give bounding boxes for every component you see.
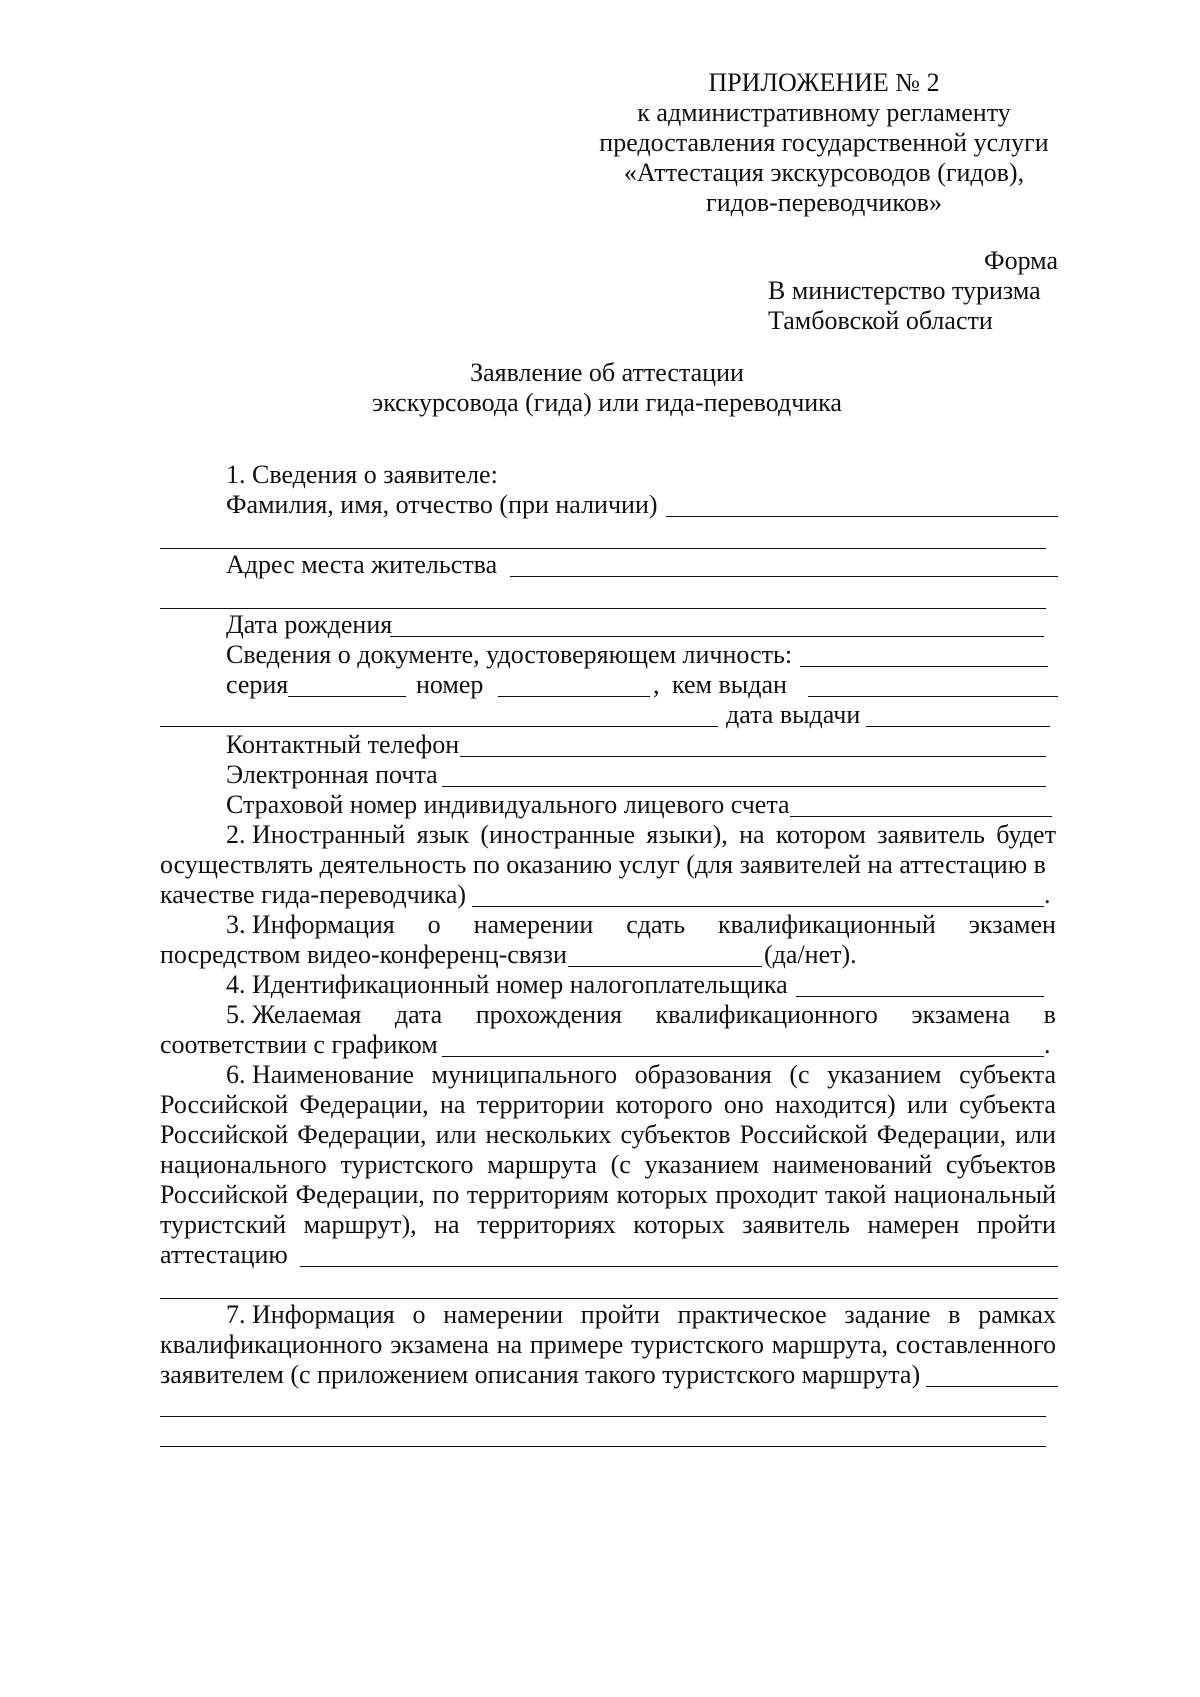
exam-date-field[interactable] xyxy=(442,1056,1044,1057)
appendix-line-4: гидов-переводчиков» xyxy=(706,188,942,217)
section7-line-2: квалификационного экзамена на примере туристского маршрута, составленного xyxy=(160,1330,1056,1359)
email-field[interactable] xyxy=(442,786,1046,787)
document-heading-2: экскурсовода (гида) или гида-переводчика xyxy=(372,388,842,417)
section5-line-2: соответствии с графиком xyxy=(160,1030,438,1059)
route-field[interactable] xyxy=(926,1386,1058,1387)
section4-line-1: 4. Идентификационный номер налогоплательщика xyxy=(226,970,788,999)
section2-line-1: 2. Иностранный язык (иностранные языки), на котором заявитель будет xyxy=(226,820,1056,849)
issued-by-field-continued[interactable] xyxy=(160,726,718,727)
vks-field[interactable] xyxy=(568,966,762,967)
appendix-line-3: «Аттестация экскурсоводов (гидов), xyxy=(623,158,1025,187)
appendix-title: ПРИЛОЖЕНИЕ № 2 xyxy=(708,68,940,97)
full-name-field[interactable] xyxy=(666,516,1058,517)
section6-line-3: Российской Федерации, или нескольких субъектов Российской Федерации, или xyxy=(160,1120,1056,1149)
comma: , xyxy=(653,670,660,699)
section6-line-5: Российской Федерации, по территориям которых проходит такой национальный xyxy=(160,1180,1056,1209)
section2-period: . xyxy=(1044,880,1051,909)
route-field-continued-1[interactable] xyxy=(160,1416,1046,1417)
id-document-label: Сведения о документе, удостоверяющем личность: xyxy=(226,640,793,669)
section7-line-1: 7. Информация о намерении пройти практическое задание в рамках xyxy=(226,1300,1056,1329)
address-field-continued[interactable] xyxy=(160,608,1046,609)
issue-date-label: дата выдачи xyxy=(726,700,861,729)
section3-yes-no: (да/нет). xyxy=(764,940,857,969)
email-label: Электронная почта xyxy=(226,760,438,789)
snils-field[interactable] xyxy=(790,816,1052,817)
number-label: номер xyxy=(416,670,484,699)
birth-date-label: Дата рождения xyxy=(226,610,393,639)
addressee-line-1: В министерство туризма xyxy=(768,276,1041,305)
section2-line-2: осуществлять деятельность по оказанию услуг (для заявителей на аттестацию в xyxy=(160,850,1046,879)
appendix-line-2: предоставления государственной услуги xyxy=(599,128,1049,157)
inn-field[interactable] xyxy=(796,996,1044,997)
full-name-label: Фамилия, имя, отчество (при наличии) xyxy=(226,490,658,519)
territory-field[interactable] xyxy=(300,1266,1058,1267)
phone-field[interactable] xyxy=(460,756,1046,757)
section6-line-7: аттестацию xyxy=(160,1240,288,1269)
issued-by-label: кем выдан xyxy=(672,670,787,699)
issue-date-field[interactable] xyxy=(866,726,1050,727)
section6-line-6: туристский маршрут), на территориях которых заявитель намерен пройти xyxy=(160,1210,1056,1239)
snils-label: Страховой номер индивидуального лицевого счета xyxy=(226,790,790,819)
section6-line-4: национального туристского маршрута (с указанием наименований субъектов xyxy=(160,1150,1056,1179)
appendix-line-1: к административному регламенту xyxy=(637,98,1011,127)
full-name-field-continued[interactable] xyxy=(160,548,1046,549)
address-label: Адрес места жительства xyxy=(226,550,498,579)
number-field[interactable] xyxy=(498,696,650,697)
territory-field-continued[interactable] xyxy=(160,1298,1058,1299)
section2-line-3: качестве гида-переводчика) xyxy=(160,880,467,909)
document-heading-1: Заявление об аттестации xyxy=(470,358,744,387)
section6-line-2: Российской Федерации, на территории которого оно находится) или субъекта xyxy=(160,1090,1056,1119)
section5-period: . xyxy=(1044,1030,1051,1059)
form-label: Форма xyxy=(984,246,1058,275)
birth-date-field[interactable] xyxy=(390,636,1044,637)
series-field[interactable] xyxy=(288,696,406,697)
section1-title: 1. Сведения о заявителе: xyxy=(226,460,498,489)
addressee-line-2: Тамбовской области xyxy=(768,306,993,335)
foreign-language-field[interactable] xyxy=(472,906,1044,907)
id-document-field[interactable] xyxy=(800,666,1048,667)
series-label: серия xyxy=(226,670,289,699)
route-field-continued-2[interactable] xyxy=(160,1446,1046,1447)
section3-line-2: посредством видео-конференц-связи xyxy=(160,940,567,969)
phone-label: Контактный телефон xyxy=(226,730,460,759)
issued-by-field[interactable] xyxy=(808,696,1058,697)
section3-line-1: 3. Информация о намерении сдать квалификационный экзамен xyxy=(226,910,1056,939)
address-field[interactable] xyxy=(510,576,1058,577)
section7-line-3: заявителем (с приложением описания такого туристского маршрута) xyxy=(160,1360,921,1389)
section6-line-1: 6. Наименование муниципального образования (с указанием субъекта xyxy=(226,1060,1056,1089)
section5-line-1: 5. Желаемая дата прохождения квалификационного экзамена в xyxy=(226,1000,1056,1029)
